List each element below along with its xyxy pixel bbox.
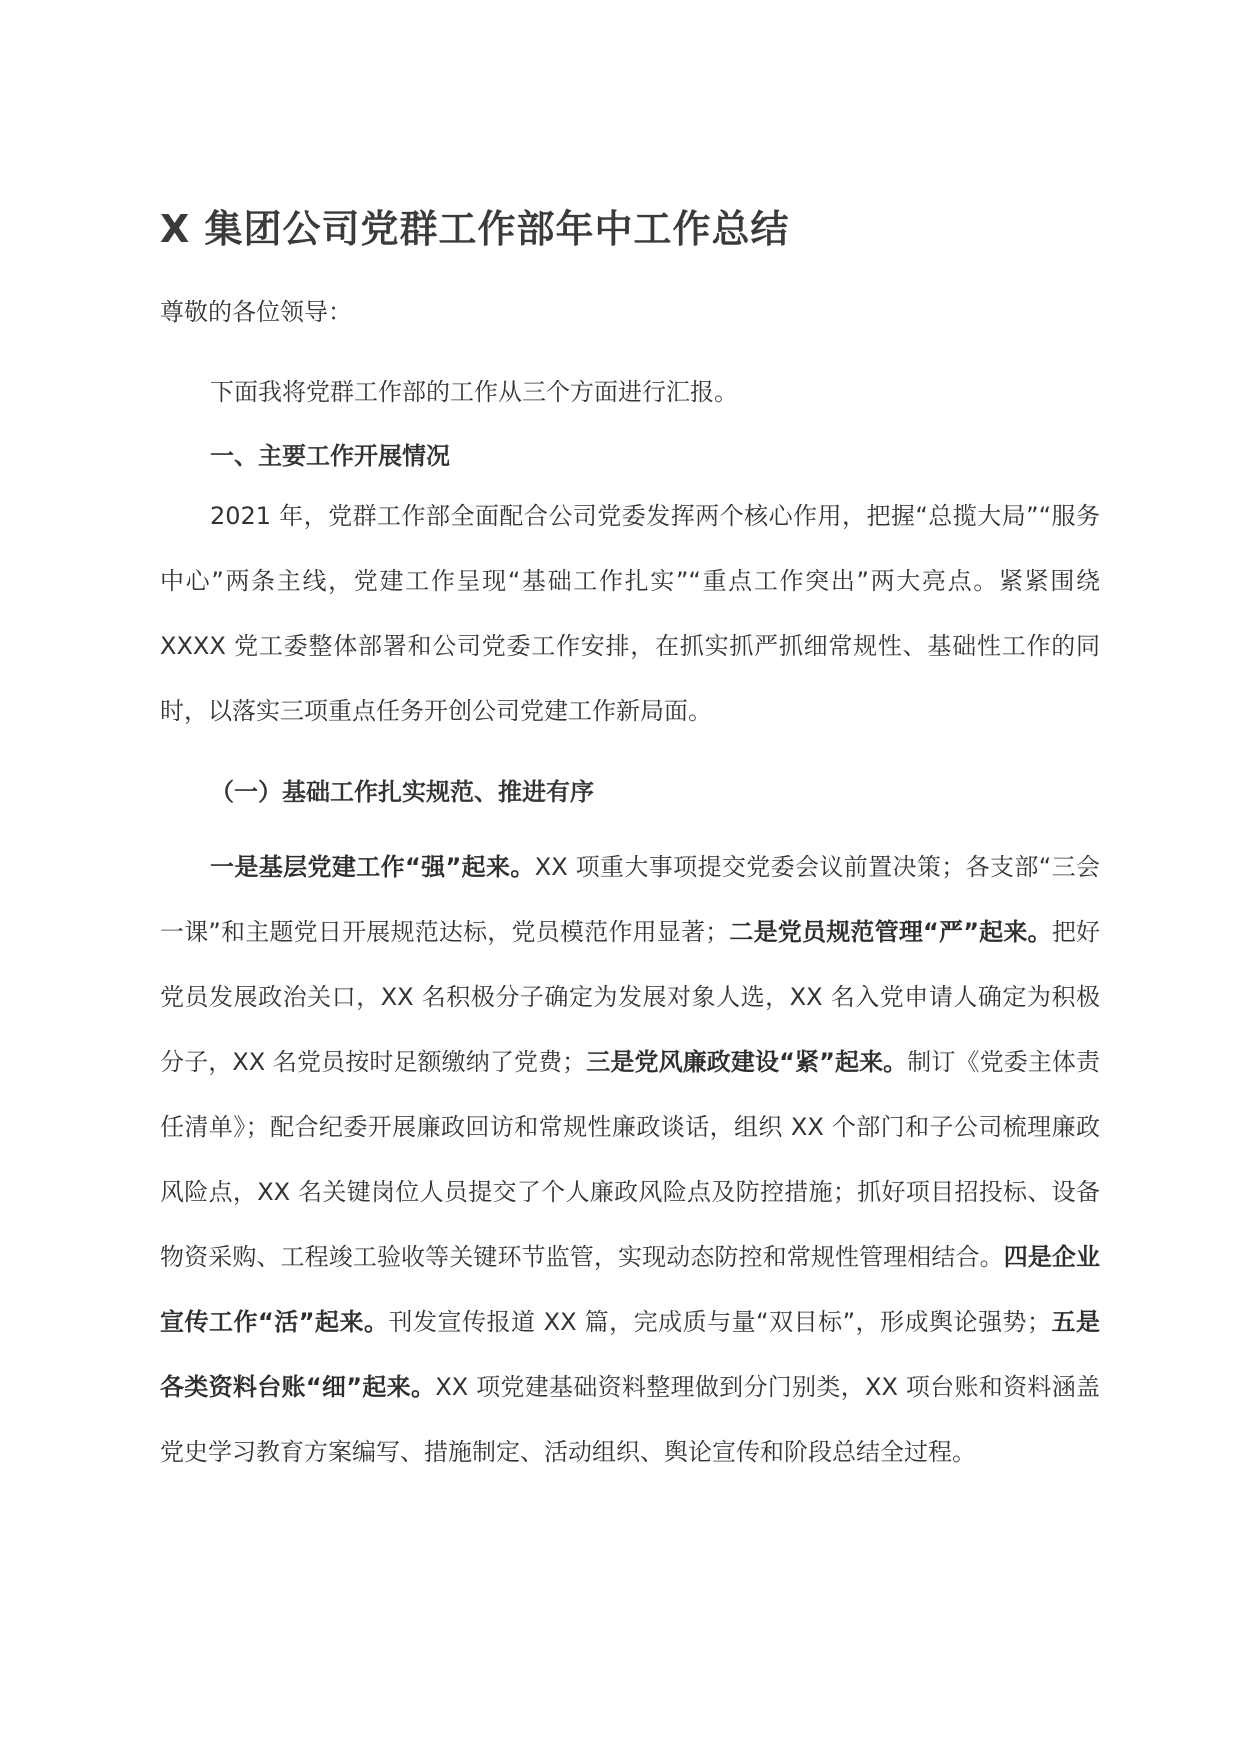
point-4-heading: 四是企业宣传工作“活”起来。 xyxy=(160,1243,1101,1336)
point-5-text: XX 项党建基础资料整理做到分门别类，XX 项台账和资料涵盖党史学习教育方案编写、措施制定、活动组织、舆论宣传和阶段总结全过程。 xyxy=(160,1373,1101,1466)
subsection-heading-basic-work: （一）基础工作扎实规范、推进有序 xyxy=(210,778,594,806)
point-2-text: 把好党员发展政治关口，XX 名积极分子确定为发展对象人选，XX 名入党申请人确定为积极分子，XX 名党员按时足额缴纳了党费； xyxy=(160,918,1101,1076)
intro-paragraph: 下面我将党群工作部的工作从三个方面进行汇报。 xyxy=(210,378,738,406)
point-1-heading: 一是基层党建工作“强”起来。 xyxy=(210,853,535,881)
salutation: 尊敬的各位领导： xyxy=(160,298,352,326)
point-2-heading: 二是党员规范管理“严”起来。 xyxy=(729,918,1052,946)
section-paragraph-overview: 2021 年，党群工作部全面配合公司党委发挥两个核心作用，把握“总揽大局”“服务中心”两条主线，党建工作呈现“基础工作扎实”“重点工作突出”两大亮点。紧紧围绕 XXXX 党工委整体部署和公司党委工作安排，在抓实抓严抓细常规性、基础性工作的同时，以落实三项重点任务开创公司党建工作新局面。 xyxy=(160,502,1100,725)
point-5-heading: 五是各类资料台账“细”起来。 xyxy=(160,1308,1100,1401)
point-3-text: 制订《党委主体责任清单》；配合纪委开展廉政回访和常规性廉政谈话，组织 XX 个部门和子公司梳理廉政风险点，XX 名关键岗位人员提交了个人廉政风险点及防控措施；抓好项目招投标、设备物资采购、工程竣工验收等关键环节监管，实现动态防控和常规性管理相结合。 xyxy=(160,1048,1101,1271)
document-title: X 集团公司党群工作部年中工作总结 xyxy=(160,207,790,251)
point-1-text: XX 项重大事项提交党委会议前置决策；各支部“三会一课”和主题党日开展规范达标，党员模范作用显著； xyxy=(160,853,1100,946)
section-heading-main-work: 一、主要工作开展情况 xyxy=(210,442,450,470)
subsection-paragraph-basic-work xyxy=(160,835,1100,1485)
point-3-heading: 三是党风廉政建设“紧”起来。 xyxy=(586,1048,908,1076)
point-4-text: 刊发宣传报道 XX 篇，完成质与量“双目标”，形成舆论强势； xyxy=(388,1308,1051,1336)
